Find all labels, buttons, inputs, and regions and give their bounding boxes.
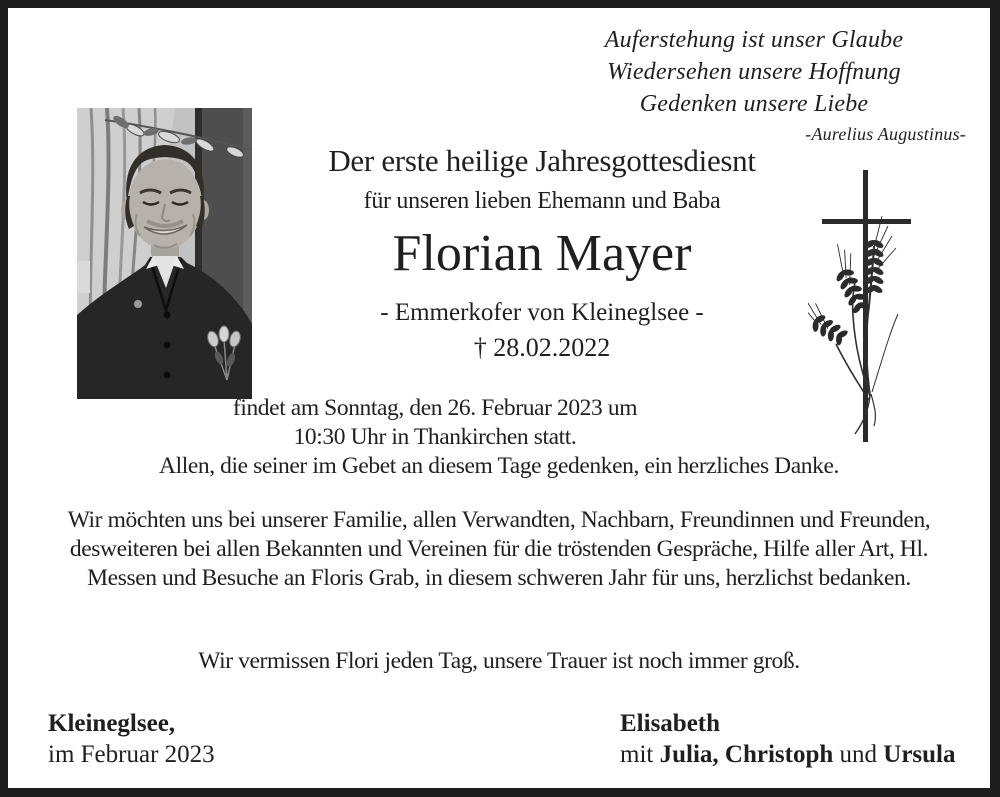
deceased-epithet: - Emmerkofer von Kleineglsee - (380, 299, 704, 326)
memorial-quote (540, 24, 968, 147)
signature-place-date (48, 708, 215, 770)
obituary-card (8, 8, 990, 788)
gratitude-paragraph: Wir möchten uns bei unserer Familie, allen Verwandten, Nachbarn, Freundinnen und Freunden, desweiteren bei allen Bekannten und Vereinen für die tröstenden Gespräche, Hilfe aller Art, Hl. Messen und Besuche an Floris Grab, in diesem schweren Jahr für uns, herzlichst bedanken. (67, 507, 931, 591)
children-prefix: mit (620, 741, 660, 768)
signature-family (620, 708, 956, 770)
service-details (8, 394, 862, 452)
quote-line: Auferstehung ist unser Glaube (604, 27, 904, 53)
service-time-line: 10:30 Uhr in Thankirchen statt. (293, 424, 577, 450)
signature-place: Kleineglsee, (48, 710, 176, 737)
deceased-name: Florian Mayer (392, 225, 692, 282)
service-date-line: findet am Sonntag, den 26. Februar 2023 um (232, 395, 638, 421)
service-heading: Der erste heilige Jahresgottesdiesnt (328, 143, 756, 178)
mourning-line: Wir vermissen Flori jeden Tag, unsere Trauer ist noch immer groß. (198, 648, 800, 674)
announcement-block (262, 140, 822, 364)
death-date: † 28.02.2022 (473, 333, 611, 362)
thanks-line: Allen, die seiner im Gebet an diesem Tage gedenken, ein herzliches Danke. (159, 453, 839, 479)
children-names: Julia, Christoph (659, 741, 834, 768)
children-conjunction: und (833, 741, 884, 768)
quote-line: Gedenken unsere Liebe (639, 91, 869, 117)
portrait-illustration (77, 108, 252, 399)
signature-children (620, 739, 956, 770)
signature-date: im Februar 2023 (48, 741, 215, 768)
quote-line: Wiedersehen unsere Hoffnung (607, 59, 901, 85)
dedication-line: für unseren lieben Ehemann und Baba (363, 188, 721, 214)
signature-widow: Elisabeth (620, 710, 721, 737)
quote-attribution: -Aurelius Augustinus- (805, 124, 966, 144)
portrait-photo (77, 108, 252, 399)
children-name-last: Ursula (883, 741, 956, 768)
